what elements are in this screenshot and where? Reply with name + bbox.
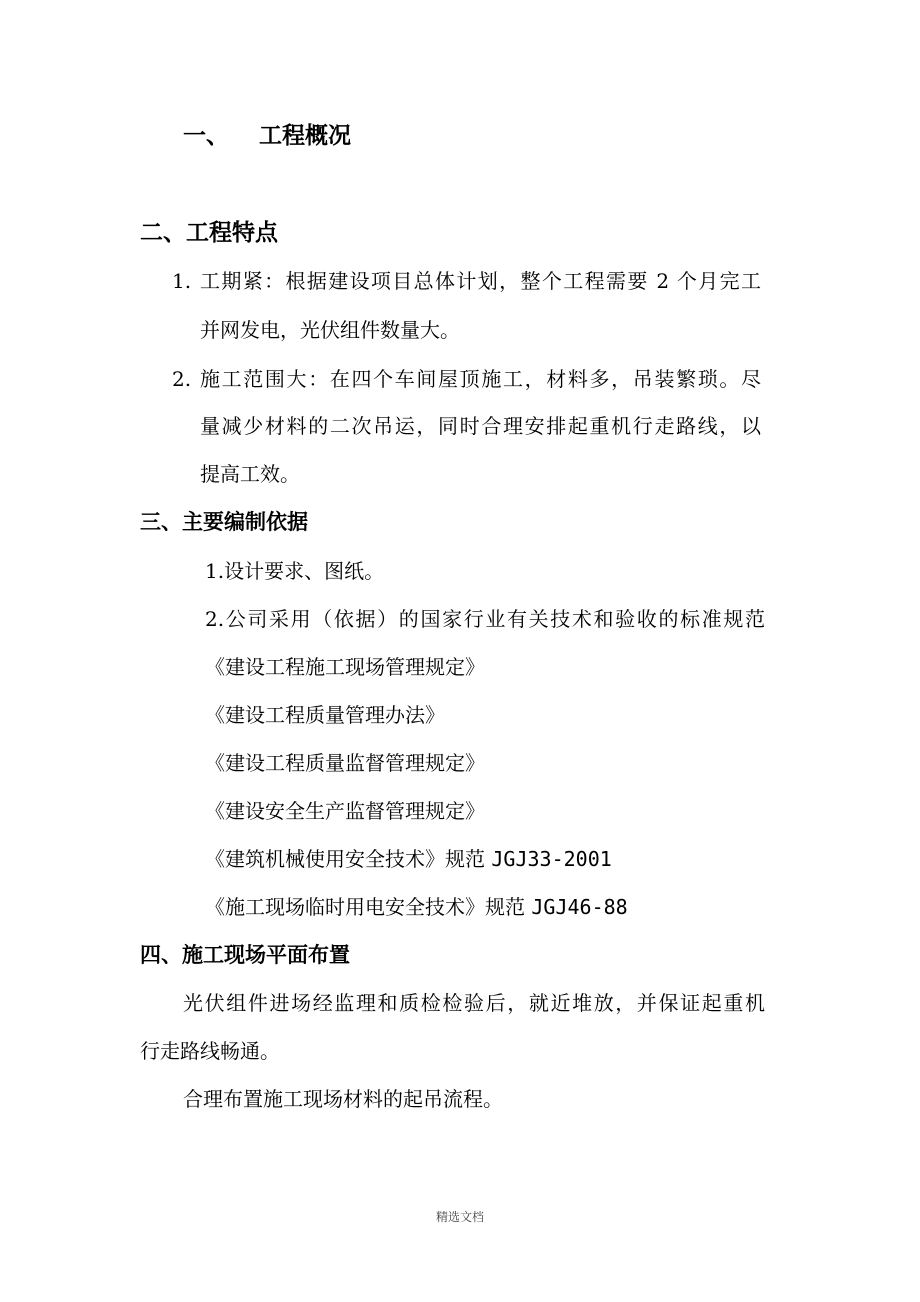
- section-2-item-2-line-1: 施工范围大：在四个车间屋顶施工，材料多，吊装繁琐。尽: [200, 367, 761, 391]
- section-2-heading: 二、工程特点: [140, 220, 278, 246]
- regulation-2: 《建设工程质量管理办法》: [205, 703, 445, 727]
- regulation-6-code: JGJ46-88: [531, 895, 628, 919]
- regulation-6: [205, 893, 628, 921]
- section-2-item-2-number: 2.: [172, 367, 192, 391]
- section-1-number: 一、: [183, 123, 229, 149]
- section-2-item-1-line-1: 工期紧：根据建设项目总体计划，整个工程需要 2 个月完工: [200, 269, 761, 293]
- regulation-3: 《建设工程质量监督管理规定》: [205, 751, 485, 775]
- section-2-item-2-line-3: 提高工效。: [200, 462, 300, 486]
- regulation-5-title: 《建筑机械使用安全技术》规范: [205, 847, 485, 871]
- section-2-item-1-number: 1.: [172, 269, 192, 293]
- section-1-heading: [183, 122, 351, 150]
- section-4-heading: 四、施工现场平面布置: [140, 943, 350, 967]
- regulation-1: 《建设工程施工现场管理规定》: [205, 655, 485, 679]
- regulation-6-title: 《施工现场临时用电安全技术》规范: [205, 895, 525, 919]
- regulation-5: [205, 845, 612, 873]
- section-3-heading: 三、主要编制依据: [140, 510, 308, 534]
- regulation-4: 《建设安全生产监督管理规定》: [205, 799, 485, 823]
- section-3-item-2: 2.公司采用（依据）的国家行业有关技术和验收的标准规范: [205, 607, 765, 631]
- page-footer: 精选文档: [435, 1210, 484, 1224]
- section-2-item-2-line-2: 量减少材料的二次吊运，同时合理安排起重机行走路线，以: [200, 414, 761, 438]
- section-4-para-1-line-2: 行走路线畅通。: [140, 1039, 280, 1063]
- section-4-para-1-line-1: 光伏组件进场经监理和质检检验后，就近堆放，并保证起重机: [183, 991, 765, 1015]
- section-2-item-1-line-2: 并网发电，光伏组件数量大。: [200, 318, 460, 342]
- regulation-5-code: JGJ33-2001: [491, 847, 612, 871]
- section-3-item-1: 1.设计要求、图纸。: [205, 559, 385, 583]
- section-4-para-2: 合理布置施工现场材料的起吊流程。: [183, 1087, 503, 1111]
- section-1-title: 工程概况: [259, 123, 351, 149]
